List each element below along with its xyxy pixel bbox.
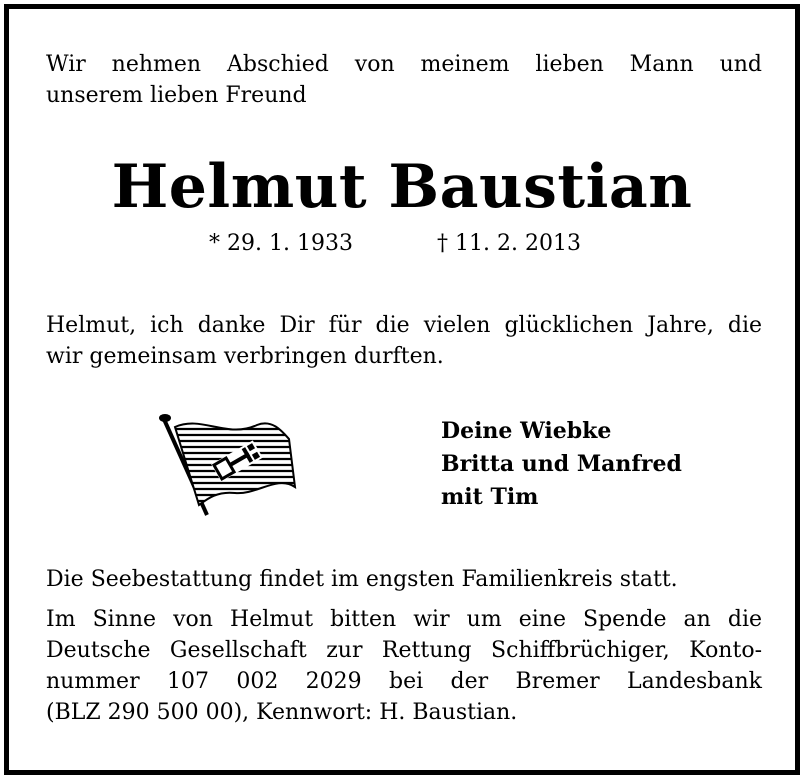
donation-text <box>46 604 762 728</box>
donation-line-1: Im Sinne von Helmut bitten wir um eine Spende an die <box>46 607 762 632</box>
intro-line-2: unserem lieben Freund <box>46 83 307 108</box>
thanks-line-2: wir gemeinsam verbringen durften. <box>46 344 444 369</box>
thanks-text <box>46 310 762 372</box>
signatures <box>441 415 682 514</box>
signature-line-2: Britta und Manfred <box>441 451 682 477</box>
donation-line-4: (BLZ 290 500 00), Kennwort: H. Baustian. <box>46 700 518 725</box>
intro-line-1: Wir nehmen Abschied von meinem lieben Mann und <box>46 52 762 77</box>
deceased-name: Helmut Baustian <box>111 152 693 222</box>
signature-line-3: mit Tim <box>441 484 539 510</box>
thanks-line-1: Helmut, ich danke Dir für die vielen glücklichen Jahre, die <box>46 313 762 338</box>
bremen-flag-icon <box>157 409 297 519</box>
obituary-notice <box>4 4 800 775</box>
birth-date: * 29. 1. 1933 <box>209 231 353 256</box>
signature-line-1: Deine Wiebke <box>441 418 612 444</box>
burial-note: Die Seebestattung findet im engsten Familienkreis statt. <box>46 567 678 592</box>
donation-line-3: nummer 107 002 2029 bei der Bremer Landesbank <box>46 669 762 694</box>
donation-line-2: Deutsche Gesellschaft zur Rettung Schiffbrüchiger, Konto- <box>46 638 762 663</box>
intro-text <box>46 49 762 111</box>
death-date: † 11. 2. 2013 <box>437 231 581 256</box>
